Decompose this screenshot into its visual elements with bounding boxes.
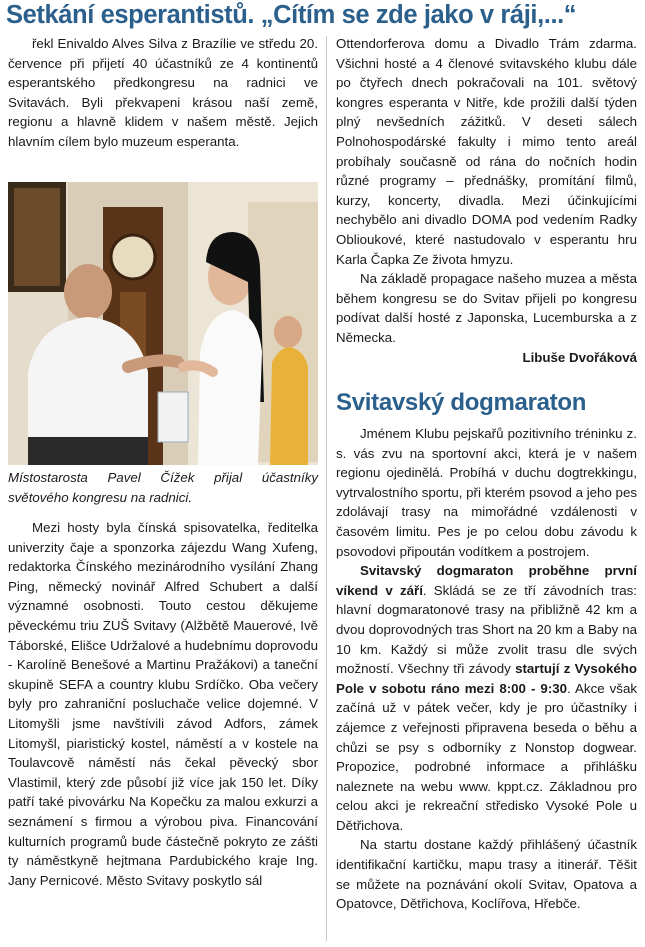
left-column-body xyxy=(8,518,318,890)
article-headline: Setkání esperantistů. „Cítím se zde jako v ráji,...“ xyxy=(6,1,577,29)
author-signature: Libuše Dvořáková xyxy=(522,349,637,365)
program-text: . Akce však začíná už v pátek večer, kdy je pro účastníky i zájemce z veřejnosti připravena beseda o běhu a chůzi se psy s odborníky z Nonstop dogwear. Propozice, podrobné informace a přihlášku naleznete na webu www. kppt.cz. Základnou pro celou akci je rekreační středisko Vysoké Pole u Dětřichova. xyxy=(336,680,637,833)
photo-caption: Místostarosta Pavel Čížek přijal účastníky světového kongresu na radnici. xyxy=(8,470,318,505)
section-subheadline: Svitavský dogmaraton xyxy=(336,389,587,416)
event-date-bold: Svitavský dogmaraton proběhne první víkend v září xyxy=(336,563,637,598)
routes-text: . Skládá se ze tří závodních tras: hlavní dogmaratonové trasy na přibližně 42 km a dvou doprovodných tras Short na 20 km a Baby na 10 km. Každý si může zvolit trasu dle svých možností. Všechny tři závody xyxy=(336,582,637,677)
left-column-caption xyxy=(8,468,318,507)
left-column-intro xyxy=(8,34,318,152)
body-paragraph: Mezi hosty byla čínská spisovatelka, ředitelka univerzity čaje a sponzorka zájezdu Wang Xufeng, redaktorka Čínského mezinárodního vysílání Zhang Ping, německý novinář Alfred Schubert a další významné osobnosti. Touto cestou děkujeme pěveckému triu ZUŠ Svitavy (Alžbětě Mauerové, Ivě Táborské, Elišce Udržalové a hudebnímu doprovodu - Karolíně Benešové a Martinu Pražákovi) a taneční skupině SEFA a country klubu Srdíčko. Oba večery byly pro zahraniční posluchače velice dojemné. V Litomyšli jsme navštívili závod Adfors, zámek Litomyšl, piaristický kostel, náměstí a v kostele na Toulavcově náměstí nás čekal pěvecký sbor Vlastimil, který zde působí již více jak 150 let. Díky patří také pivovárku Na Kopečku za malou exkurzi a seznámení s firmou a výrobou piva. Financování kulturních programů bude částečně pokryto ze zášti ty náměstkyně hejtmana Pardubického kraje Ing. Jany Pernicové. Město Svitavy poskytlo sál xyxy=(8,520,318,888)
dogmaraton-details xyxy=(336,561,637,835)
visitors-paragraph: Na základě propagace našeho muzea a města během kongresu se do Svitav přijeli po kongresu podívat další hosté z Japonska, Lucemburska a z Německa. xyxy=(336,271,637,345)
right-column-top xyxy=(336,34,637,367)
right-column-dogmaraton xyxy=(336,424,637,914)
start-time-bold: startují z Vysokého Pole v sobotu ráno mezi 8:00 - 9:30 xyxy=(336,661,637,696)
dogmaraton-start-info: Na startu dostane každý přihlášený účastník identifikační kartičku, mapu trasy a itinerář. Těšit se můžete na poznávání okolí Svitav, Opatova a Opatovce, Dětřichova, Koclířova, Hřebče. xyxy=(336,837,637,912)
reception-photo xyxy=(8,182,318,465)
continuation-paragraph: Ottendorferova domu a Divadlo Trám zdarma. Všichni hosté a 4 členové svitavského klubu dále po čtyřech dnech pokračovali na 101. světový kongres esperanta v Nitře, kde prožili další týden plný nevšedních zážitků. V deseti sálech Polnohospodárské fakulty i mimo tento areál probíhaly současně od rána do nočních hodin různé programy – přednášky, promítání filmů, kurzy, koncerty, divadla. Mezi účinkujícími nechybělo ani divadlo DOMA pod vedením Radky Oblioukové, které nastudovalo v esperantu hru Karla Čapka Ze života hmyzu. xyxy=(336,36,637,267)
intro-paragraph: řekl Enivaldo Alves Silva z Brazílie ve středu 20. července při přijetí 40 účastníků ze 4 kontinentů esperantského předkongresu na radnici ve Svitavách. Byli překvapeni krásou naší země, regionu a hlavně klidem v našem městě. Jejich hlavním cílem bylo muzeum esperanta. xyxy=(8,36,318,149)
column-divider xyxy=(326,36,327,941)
dogmaraton-intro: Jménem Klubu pejskařů pozitivního tréninku z. s. vás zvu na sportovní akci, která je v našem regionu ojedinělá. Probíhá v duchu dogtrekkingu, vytrvalostního sportu, při kterém psovod a jeho pes zdolávají trasy na mimořádné vzdálenosti v časovém limitu. Pes je po celou dobu závodu k psovodovi připoután vodítkem a postrojem. xyxy=(336,426,637,559)
